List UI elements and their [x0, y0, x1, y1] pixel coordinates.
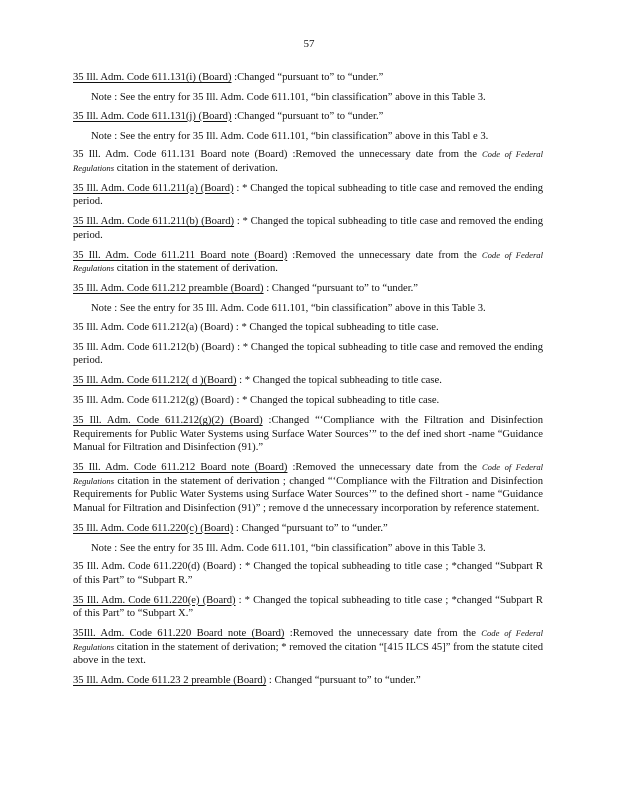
entry-citation: 35 Ill. Adm. Code 611.212 Board note (Board)	[73, 462, 288, 473]
entry-citation: 35 Ill. Adm. Code 611.211(b) (Board)	[73, 216, 235, 227]
entry-tail-text: citation in the statement of derivation.	[114, 263, 278, 274]
entry-citation: 35 Ill. Adm. Code 611.211 Board note (Board)	[73, 249, 288, 261]
entry-text: : Changed “pursuant to” to “under.”	[263, 283, 419, 294]
entry-text: 35 Ill. Adm. Code 611.212(b) (Board) : * Changed the topical subheading to title case and removed the ending period.	[73, 341, 543, 366]
entry-text: 35 Ill. Adm. Code 611.212(a) (Board) : * Changed the topical subheading to title case.	[73, 321, 439, 333]
amendment-entry	[73, 71, 543, 85]
cfr-title: Code of Federal Regulations	[73, 149, 543, 173]
note-line	[73, 302, 543, 316]
note-line	[73, 91, 543, 105]
entry-text: :Changed “‘Compliance with the Filtration and Disinfection Requirements for Public Water Systems using Surface Water Sources’” to the def ined short -name “Guidance Manual for Filtration and Disinfection (91).”	[73, 415, 544, 453]
page-number: 57	[303, 38, 315, 50]
entry-citation: 35 Ill. Adm. Code 611.212(g)(2) (Board)	[73, 415, 263, 426]
entry-citation: 35 Ill. Adm. Code 611.220(c) (Board)	[73, 522, 234, 534]
entry-text: : Changed “pursuant to” to “under.”	[233, 522, 388, 534]
entry-citation: 35 Ill. Adm. Code 611.131(i) (Board)	[73, 72, 232, 83]
entry-text: 35 Ill. Adm. Code 611.131 Board note (Board) :Removed the unnecessary date from the	[73, 149, 482, 160]
note-text: Note : See the entry for 35 Ill. Adm. Code 611.101, “bin classification” above in this Tabl e 3.	[91, 130, 489, 142]
amendment-entry	[73, 522, 543, 536]
entry-text: 35 Ill. Adm. Code 611.212(g) (Board) : * Changed the topical subheading to title case.	[73, 395, 440, 406]
note-line	[73, 542, 543, 556]
entry-text: :Changed “pursuant to” to “under.”	[231, 72, 384, 83]
entry-citation: 35 Ill. Adm. Code 611.131(j) (Board)	[73, 110, 232, 122]
amendment-entry	[73, 110, 543, 124]
entry-text: :Changed “pursuant to” to “under.”	[231, 110, 384, 122]
entry-citation: 35 Ill. Adm. Code 611.220(e) (Board)	[73, 594, 236, 606]
amendment-entry	[73, 560, 543, 587]
amendment-entry	[73, 321, 543, 335]
entry-text: : Changed “pursuant to” to “under.”	[266, 675, 421, 686]
entry-citation: 35 Ill. Adm. Code 611.23 2 preamble (Board)	[73, 675, 267, 686]
amendment-entry	[73, 148, 543, 175]
entry-text: : * Changed the topical subheading to title case.	[236, 375, 442, 386]
amendment-entry	[73, 627, 543, 668]
entry-tail-text: citation in the statement of derivation; * removed the citation “[415 ILCS 45]” from the statute cited above in the text.	[73, 641, 543, 666]
entry-citation: 35 Ill. Adm. Code 611.212 preamble (Board)	[73, 283, 264, 294]
amendment-entry	[73, 461, 543, 515]
entry-citation: 35 Ill. Adm. Code 611.211(a) (Board)	[73, 182, 234, 194]
cfr-title: Code of Federal Regulations	[73, 628, 543, 652]
amendment-entry	[73, 674, 543, 688]
note-line	[73, 130, 543, 144]
amendment-entry	[73, 341, 543, 368]
entry-text: : * Changed the topical subheading to title case and removed the ending period.	[73, 182, 543, 207]
amendment-entry	[73, 282, 543, 296]
amendment-entry	[73, 249, 543, 276]
entry-text: :Removed the unnecessary date from the	[284, 628, 482, 639]
entry-text: : * Changed the topical subheading to title case and removed the ending period.	[73, 216, 543, 241]
entry-text: : * Changed the topical subheading to title case ; *changed “Subpart R of this Part” to “Subpart X.”	[73, 594, 543, 619]
note-text: Note : See the entry for 35 Ill. Adm. Code 611.101, “bin classification” above in this Table 3.	[91, 92, 486, 103]
entry-list	[73, 71, 543, 694]
entry-citation: 35Ill. Adm. Code 611.220 Board note (Board)	[73, 628, 285, 639]
amendment-entry	[73, 374, 543, 388]
entry-citation: 35 Ill. Adm. Code 611.212( d )(Board)	[73, 375, 237, 386]
entry-tail-text: citation in the statement of derivation.	[114, 162, 278, 174]
cfr-title: Code of Federal Regulations	[73, 249, 543, 273]
entry-tail-text: citation in the statement of derivation ; changed “‘Compliance with the Filtration and Disinfection Requirements for Public Water Systems using Surface Water Sources’” to the defined short - name “Guidance Manual for Filtration and Disinfection (91)” ; remove d the unnecessary incorporation by reference statement.	[73, 475, 543, 514]
amendment-entry	[73, 414, 543, 455]
entry-text: 35 Ill. Adm. Code 611.220(d) (Board) : * Changed the topical subheading to title case ; *changed “Subpart R of this Part” to “Subpart R.”	[73, 561, 543, 586]
note-text: Note : See the entry for 35 Ill. Adm. Code 611.101, “bin classification” above in this Table 3.	[91, 542, 486, 554]
amendment-entry	[73, 182, 543, 209]
amendment-entry	[73, 215, 543, 242]
entry-text: :Removed the unnecessary date from the	[287, 249, 482, 261]
amendment-entry	[73, 594, 543, 621]
cfr-title: Code of Federal Regulations	[73, 462, 543, 486]
entry-text: :Removed the unnecessary date from the	[287, 462, 482, 473]
amendment-entry	[73, 394, 543, 408]
note-text: Note : See the entry for 35 Ill. Adm. Code 611.101, “bin classification” above in this Table 3.	[91, 303, 486, 314]
